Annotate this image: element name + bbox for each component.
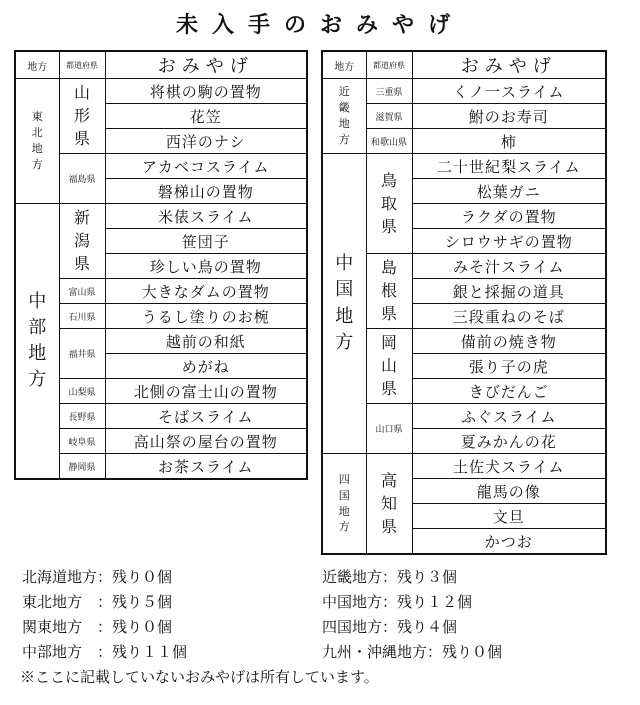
prefecture-cell: [366, 454, 412, 555]
prefecture-cell: 富山県: [59, 279, 105, 304]
souvenir-item: 越前の和紙: [105, 329, 307, 354]
souvenir-item: 銀と採掘の道具: [412, 279, 606, 304]
souvenir-item: きびだんご: [412, 379, 606, 404]
region-cell: [322, 154, 366, 454]
souvenir-item: 鮒のお寿司: [412, 104, 606, 129]
summary-row: [22, 591, 622, 616]
souvenir-item: ふぐスライム: [412, 404, 606, 429]
souvenir-item: うるし塗りのお椀: [105, 304, 307, 329]
prefecture-cell: 静岡県: [59, 454, 105, 480]
souvenir-item: ラクダの置物: [412, 204, 606, 229]
prefecture-cell: [59, 204, 105, 279]
table-row: [15, 404, 307, 429]
souvenir-item: 花笠: [105, 104, 307, 129]
souvenir-item: シロウサギの置物: [412, 229, 606, 254]
table-row: [322, 154, 606, 179]
souvenir-item: 高山祭の屋台の置物: [105, 429, 307, 454]
summary-row: [22, 616, 622, 641]
prefecture-cell: 山口県: [366, 404, 412, 454]
table-row: [15, 204, 307, 229]
table-header-row: [322, 51, 606, 79]
summary-item: 近畿地方：残り３個: [322, 568, 458, 586]
region-cell: [322, 454, 366, 555]
souvenir-item: 龍馬の像: [412, 479, 606, 504]
souvenir-item: お茶スライム: [105, 454, 307, 480]
prefecture-name: 鳥取県: [380, 170, 397, 236]
prefecture-cell: 福井県: [59, 329, 105, 379]
region-name: 中部地方: [28, 290, 47, 391]
souvenir-item: 二十世紀梨スライム: [412, 154, 606, 179]
summary-row: [22, 566, 622, 591]
souvenir-item: 備前の焼き物: [412, 329, 606, 354]
prefecture-cell: [366, 329, 412, 404]
prefecture-cell: 山梨県: [59, 379, 105, 404]
prefecture-cell: 滋賀県: [366, 104, 412, 129]
region-name: 中国地方: [335, 253, 354, 353]
table-row: [15, 454, 307, 480]
prefecture-name: 高知県: [380, 470, 397, 536]
souvenir-item: くノ一スライム: [412, 79, 606, 104]
souvenir-item: 柿: [412, 129, 606, 154]
souvenir-item: 笹団子: [105, 229, 307, 254]
table-row: [15, 154, 307, 179]
page-title: 未入手のおみやげ: [175, 12, 464, 38]
prefecture-name: 岡山県: [380, 333, 397, 399]
souvenir-item: 西洋のナシ: [105, 129, 307, 154]
souvenir-item: みそ汁スライム: [412, 254, 606, 279]
souvenir-item: 三段重ねのそば: [412, 304, 606, 329]
prefecture-cell: 和歌山県: [366, 129, 412, 154]
souvenir-item: 土佐犬スライム: [412, 454, 606, 479]
souvenir-table-right: [321, 50, 607, 555]
remaining-summary: [22, 566, 622, 666]
souvenir-item: 将棋の駒の置物: [105, 79, 307, 104]
region-name: 四国地方: [338, 472, 350, 534]
table-row: [15, 79, 307, 104]
prefecture-cell: 長野県: [59, 404, 105, 429]
souvenir-item: 大きなダムの置物: [105, 279, 307, 304]
table-row: [15, 379, 307, 404]
region-name: 近畿地方: [338, 85, 350, 146]
summary-item: 中部地方 ：残り１１個: [22, 643, 188, 661]
summary-item: 関東地方 ：残り０個: [22, 618, 173, 636]
prefecture-cell: 福島県: [59, 154, 105, 204]
souvenir-item: そばスライム: [105, 404, 307, 429]
table-row: [15, 329, 307, 354]
souvenir-table-left: [14, 50, 308, 480]
summary-item: 九州・沖縄地方：残り０個: [322, 643, 503, 661]
header-prefecture: 都道府県: [366, 51, 412, 79]
table-row: [15, 304, 307, 329]
prefecture-name: 山形県: [73, 83, 90, 149]
table-row: [322, 454, 606, 479]
header-item: おみやげ: [105, 51, 307, 79]
prefecture-cell: [59, 79, 105, 154]
region-cell: [322, 79, 366, 154]
header-item: おみやげ: [412, 51, 606, 79]
souvenir-item: かつお: [412, 529, 606, 555]
summary-item: 四国地方：残り４個: [322, 618, 458, 636]
prefecture-cell: 岐阜県: [59, 429, 105, 454]
table-header-row: [15, 51, 307, 79]
souvenir-item: 夏みかんの花: [412, 429, 606, 454]
header-region: 地方: [15, 51, 59, 79]
prefecture-name: 新潟県: [73, 208, 90, 274]
region-name: 東北地方: [31, 110, 43, 171]
summary-item: 中国地方：残り１２個: [322, 593, 473, 611]
souvenir-item: アカベコスライム: [105, 154, 307, 179]
table-row: [15, 279, 307, 304]
souvenir-item: 米俵スライム: [105, 204, 307, 229]
souvenir-item: 松葉ガニ: [412, 179, 606, 204]
header-prefecture: 都道府県: [59, 51, 105, 79]
summary-row: [22, 641, 622, 666]
prefecture-cell: 石川県: [59, 304, 105, 329]
prefecture-cell: [366, 254, 412, 329]
souvenir-item: 磐梯山の置物: [105, 179, 307, 204]
prefecture-name: 島根県: [380, 258, 397, 324]
prefecture-cell: [366, 154, 412, 254]
summary-item: 北海道地方：残り０個: [22, 568, 173, 586]
souvenir-item: めがね: [105, 354, 307, 379]
region-cell: [15, 79, 59, 204]
souvenir-item: 北側の富士山の置物: [105, 379, 307, 404]
summary-item: 東北地方 ：残り５個: [22, 593, 173, 611]
souvenir-item: 珍しい鳥の置物: [105, 254, 307, 279]
table-row: [15, 429, 307, 454]
souvenir-item: 文旦: [412, 504, 606, 529]
table-row: [322, 79, 606, 104]
prefecture-cell: 三重県: [366, 79, 412, 104]
header-region: 地方: [322, 51, 366, 79]
region-cell: [15, 204, 59, 480]
souvenir-item: 張り子の虎: [412, 354, 606, 379]
footnote: ※ここに記載していないおみやげは所有しています。: [20, 668, 379, 686]
